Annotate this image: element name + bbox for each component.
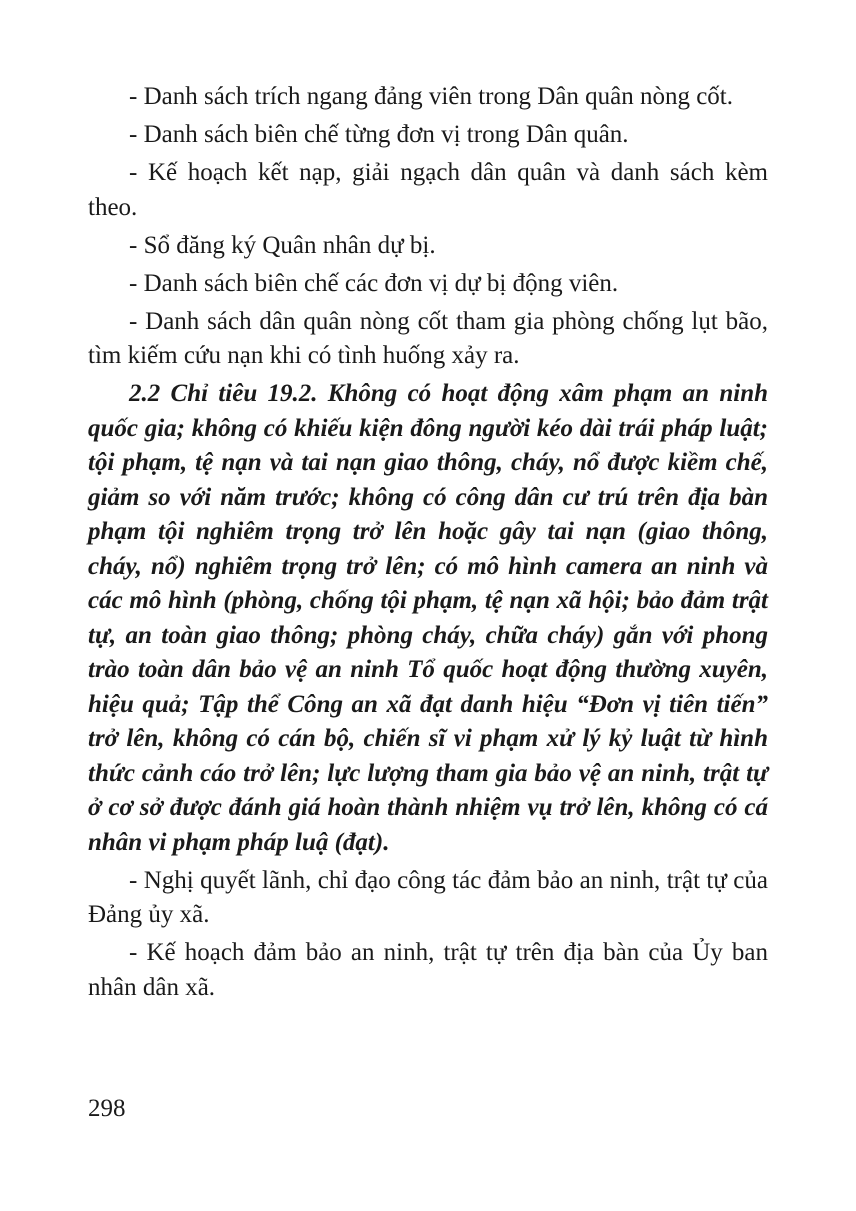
list-item-party-members: - Danh sách trích ngang đảng viên trong Dân quân nòng cốt. bbox=[129, 83, 734, 110]
page-body bbox=[88, 80, 768, 1009]
list-item-resolution: - Nghị quyết lãnh, chỉ đạo công tác đảm bảo an ninh, trật tự của Đảng ủy xã. bbox=[88, 866, 768, 928]
list-item-reserve-register: - Sổ đăng ký Quân nhân dự bị. bbox=[129, 231, 436, 259]
list-item-flood-rescue: - Danh sách dân quân nòng cốt tham gia phòng chống lụt bão, tìm kiếm cứu nạn khi có tình huống xảy ra. bbox=[88, 307, 768, 369]
list-item-recruitment-plan: - Kế hoạch kết nạp, giải ngạch dân quân và danh sách kèm theo. bbox=[88, 159, 768, 221]
list-item-unit-roster: - Danh sách biên chế từng đơn vị trong Dân quân. bbox=[129, 121, 629, 148]
list-item-reserve-units: - Danh sách biên chế các đơn vị dự bị động viên. bbox=[129, 269, 619, 297]
criterion-19-2-heading: 2.2 Chỉ tiêu 19.2. Không có hoạt động xâm phạm an ninh quốc gia; không có khiếu kiện đông người kéo dài trái pháp luật; tội phạm, tệ nạn và tai nạn giao thông, cháy, nổ được kiềm chế, giảm so với năm trước; không có công dân cư trú trên địa bàn phạm tội nghiêm trọng trở lên hoặc gây tai nạn (giao thông, cháy, nổ) nghiêm trọng trở lên; có mô hình camera an ninh và các mô hình (phòng, chống tội phạm, tệ nạn xã hội; bảo đảm trật tự, an toàn giao thông; phòng cháy, chữa cháy) gắn với phong trào toàn dân bảo vệ an ninh Tổ quốc hoạt động thường xuyên, hiệu quả; Tập thể Công an xã đạt danh hiệu “Đơn vị tiên tiến” trở lên, không có cán bộ, chiến sĩ vi phạm xử lý kỷ luật từ hình thức cảnh cáo trở lên; lực lượng tham gia bảo vệ an ninh, trật tự ở cơ sở được đánh giá hoàn thành nhiệm vụ trở lên, không có cá nhân vi phạm pháp luậ (đạt). bbox=[88, 380, 768, 856]
page-number: 298 bbox=[88, 1095, 126, 1122]
list-item-security-plan: - Kế hoạch đảm bảo an ninh, trật tự trên địa bàn của Ủy ban nhân dân xã. bbox=[88, 939, 768, 1001]
